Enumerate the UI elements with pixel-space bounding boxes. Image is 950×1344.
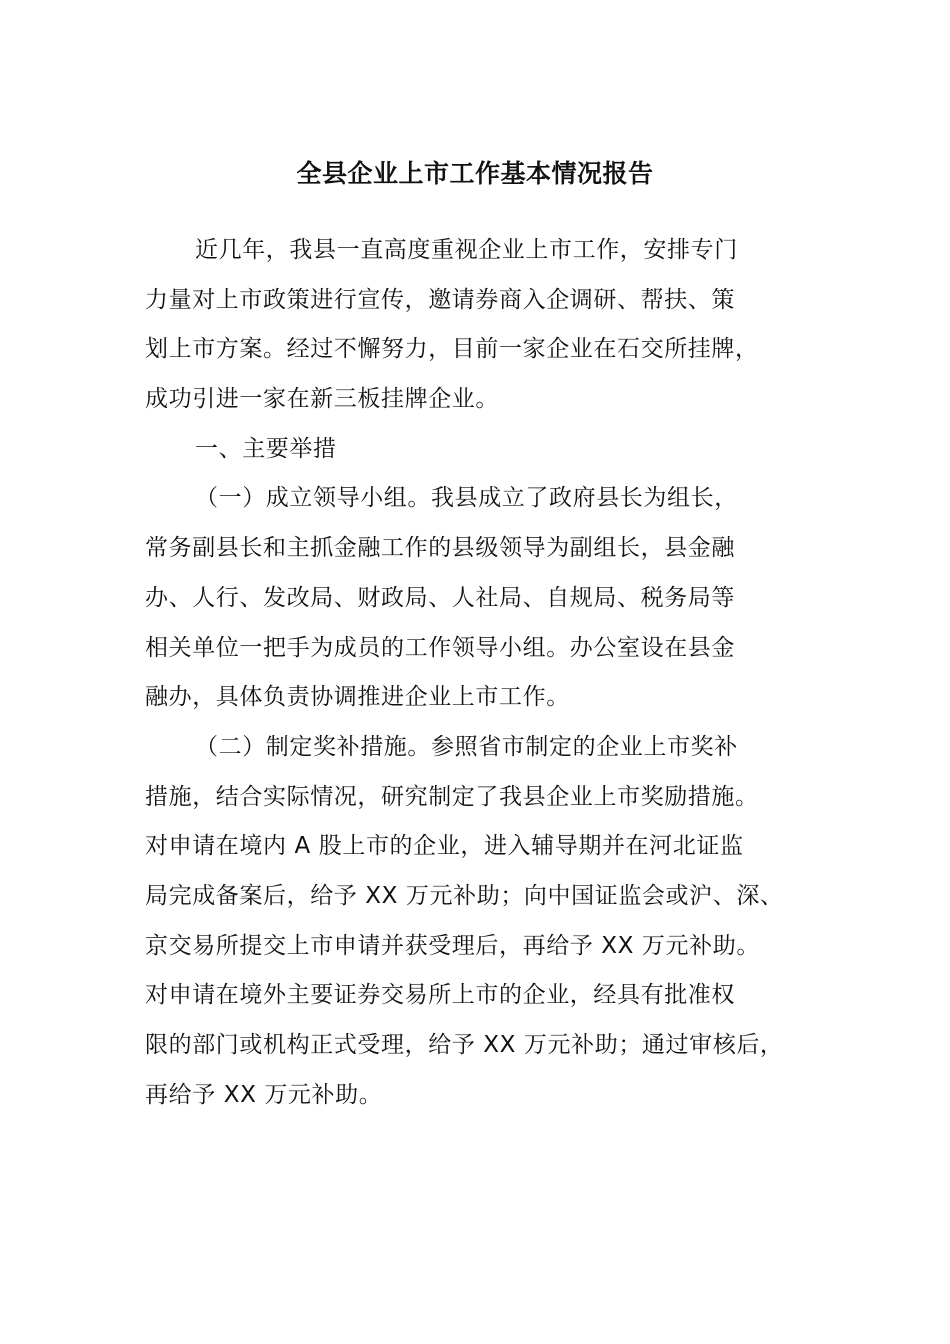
paragraph-line: 局完成备案后，给予 XX 万元补助；向中国证监会或沪、深、 (145, 882, 784, 909)
paragraph-line: 成功引进一家在新三板挂牌企业。 (145, 386, 499, 413)
document-body (145, 226, 835, 1120)
paragraph-line: 常务副县长和主抓金融工作的县级领导为副组长，县金融 (145, 535, 735, 562)
document-title: 全县企业上市工作基本情况报告 (296, 159, 654, 188)
paragraph-line: 再给予 XX 万元补助。 (145, 1081, 383, 1108)
paragraph-line: 力量对上市政策进行宣传，邀请券商入企调研、帮扶、策 (145, 286, 735, 313)
paragraph-line: 融办，具体负责协调推进企业上市工作。 (145, 684, 570, 711)
paragraph-line: 划上市方案。经过不懈努力，目前一家企业在石交所挂牌， (145, 336, 759, 363)
paragraph-line: （一）成立领导小组。我县成立了政府县长为组长， (195, 485, 738, 512)
paragraph-line: 措施，结合实际情况，研究制定了我县企业上市奖励措施。 (145, 783, 759, 810)
paragraph-line: （二）制定奖补措施。参照省市制定的企业上市奖补 (195, 733, 738, 760)
paragraph-line: 限的部门或机构正式受理，给予 XX 万元补助；通过审核后， (145, 1032, 784, 1058)
paragraph-line: 办、人行、发改局、财政局、人社局、自规局、税务局等 (145, 584, 735, 611)
paragraph-line: 对申请在境内 A 股上市的企业，进入辅导期并在河北证监 (145, 833, 744, 860)
paragraph-line: 京交易所提交上市申请并获受理后，再给予 XX 万元补助。 (145, 932, 760, 959)
paragraph-line: 近几年，我县一直高度重视企业上市工作，安排专门 (195, 237, 738, 263)
paragraph-line: 对申请在境外主要证券交易所上市的企业，经具有批准权 (145, 982, 735, 1009)
section-heading: 一、主要举措 (195, 435, 337, 462)
paragraph-line: 相关单位一把手为成员的工作领导小组。办公室设在县金 (145, 634, 735, 661)
